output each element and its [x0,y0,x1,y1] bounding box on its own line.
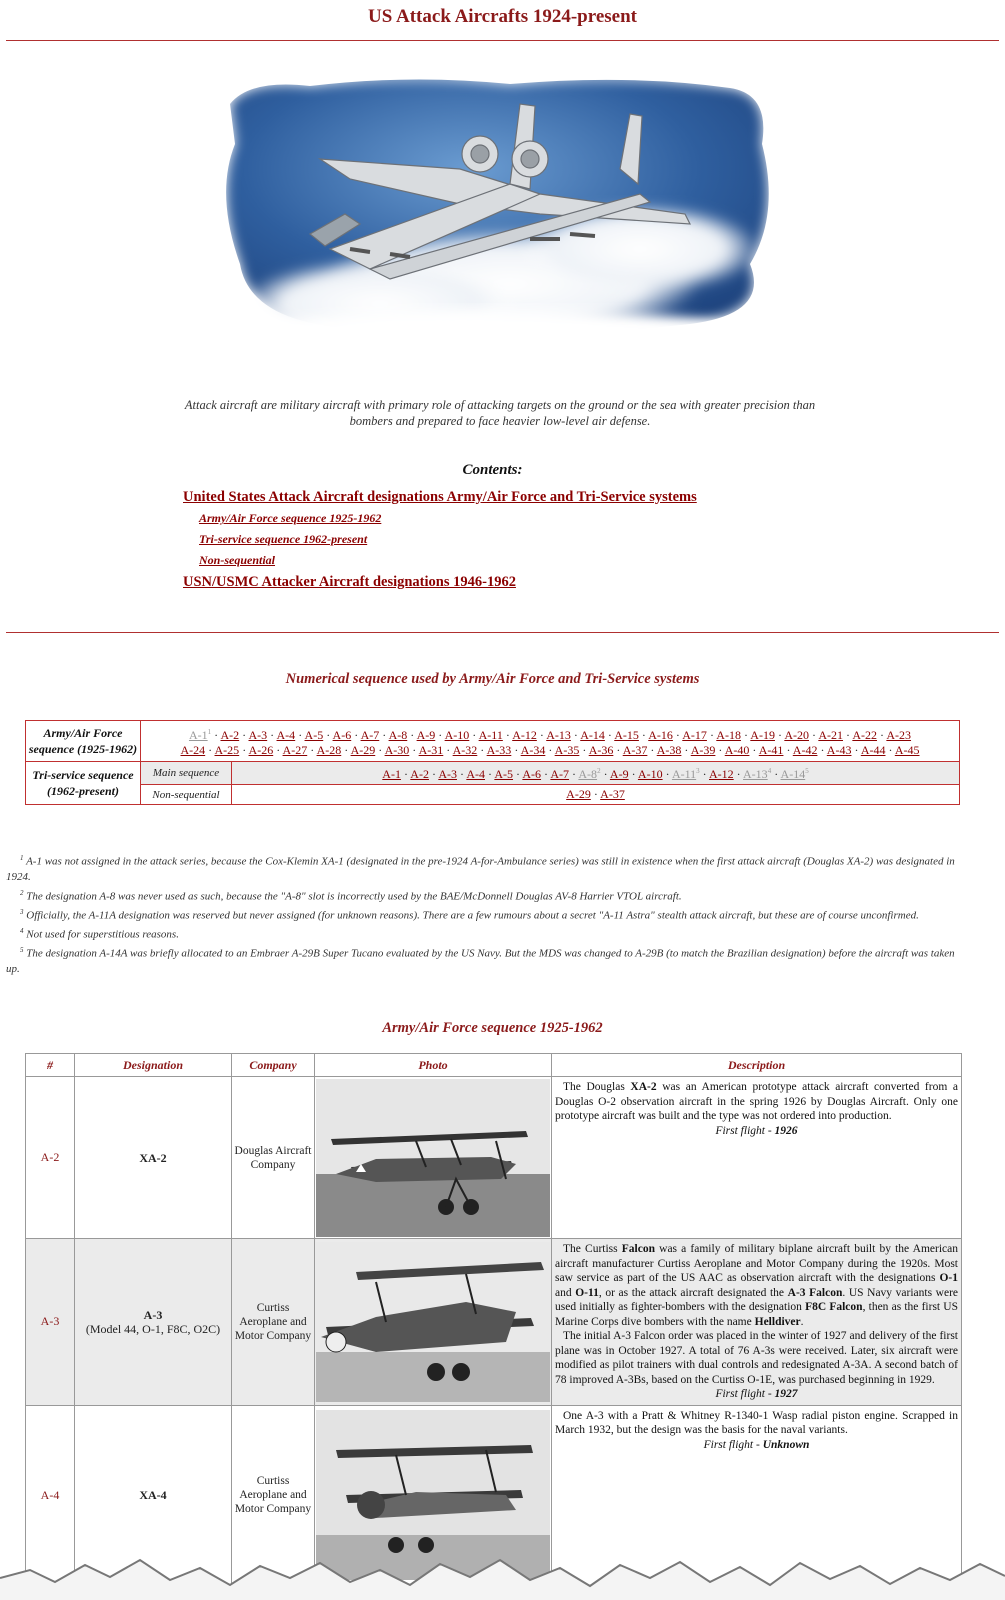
sequence-link[interactable]: A-1 [188,727,208,742]
intro-text: Attack aircraft are military aircraft with primary role of attacking targets on the ground or the sea with greater precision than bombers and prepared to face heavier low-level air defense. [184,398,816,428]
col-header: Designation [75,1054,232,1077]
footnote-ref: 2 [597,767,601,775]
row-number: A-2 [26,1077,75,1239]
toc-link-non-sequential[interactable]: Non-sequential [199,553,276,567]
toc-link-tri-service[interactable]: Tri-service sequence 1962-present [199,532,368,546]
sequence-link[interactable]: A-40 [724,742,750,757]
sequence-link[interactable]: A-5 [304,727,324,742]
sequence-link[interactable]: A-6 [332,727,352,742]
sequence-link[interactable]: A-8 [388,727,408,742]
torn-edge-decoration [0,1530,1005,1600]
toc-link-usn-usmc[interactable]: USN/USMC Attacker Aircraft designations 1946-1962 [183,574,516,590]
sequence-link[interactable]: A-6 [522,767,542,781]
designation: XA-2 [75,1077,232,1239]
sequence-link[interactable]: A-9 [416,727,436,742]
contents-heading: Contents: [462,462,523,478]
sequence-link[interactable]: A-23 [886,727,912,742]
footnote: $^1$ A-1 was not assigned in the attack series, because the Cox-Klemin XA-1 (designated in the pre-1924 A-for-Ambulance series) was still in existence when the first attack aircraft (Douglas XA-2) was designated in 1924. [6,854,955,884]
sequence-link[interactable]: A-39 [690,742,716,757]
col-header: # [26,1054,75,1077]
company: Curtiss Aeroplane and Motor Company [232,1239,315,1406]
footnote-ref: 3 [696,767,700,775]
aircraft-photo [315,1077,552,1239]
sequence-link[interactable]: A-37 [622,742,648,757]
sequence-link[interactable]: A-20 [784,727,809,742]
sequence-link[interactable]: A-8 [578,767,598,781]
sequence-link[interactable]: A-7 [360,727,380,742]
sequence-link[interactable]: A-21 [818,727,843,742]
sequence-link[interactable]: A-18 [716,727,741,742]
sequence-link[interactable]: A-41 [758,742,784,757]
divider [6,632,999,633]
army-section-heading: Army/Air Force sequence 1925-1962 [382,1020,603,1036]
sequence-link[interactable]: A-11 [478,727,503,742]
numerical-heading: Numerical sequence used by Army/Air Force and Tri-Service systems [285,671,700,687]
sequence-link[interactable]: A-15 [614,727,639,742]
army-sequence-list: $A-1^1 \cdot A-2 \cdot A-3 \cdot A-4 \cdot A-5 \cdot A-6 \cdot A-7 \cdot A-8 \cdot A-9 \cdot A-10 \cdot A-11 \cdot A-12 \cdot A-13 \cdot A-14 \cdot A-15 \cdot A-16 \cdot A-17 \cdot A-18 \cdot A-19 \cdot A-20 \cdot A-21 \cdot A-22 \cdot A-23$ A-24 · A-25 · A-26 · A-27 · A-28 · A-29 · A-30 · A-31 · A-32 · A-33 · A-34 · A-35 · A-36 · A-37 · A-38 · A-39 · A-40 · A-41 · A-42 · A-43 · A-44 · A-45 [141,721,960,762]
sequence-link[interactable]: A-30 [384,742,410,757]
sequence-link[interactable]: A-1 [382,767,401,781]
col-header: Company [232,1054,315,1077]
sequence-link[interactable]: A-14 [580,727,605,742]
sequence-link[interactable]: A-10 [637,767,663,781]
table-row [26,1239,962,1406]
sequence-link[interactable]: A-11 [671,767,697,781]
tri-main-list: $A-1 \cdot A-2 \cdot A-3 \cdot A-4 \cdot A-5 \cdot A-6 \cdot A-7 \cdot A-8^2 \cdot A-9 \cdot A-10 \cdot A-11^3 \cdot A-12 \cdot A-13^4 \cdot A-14^5$ [232,762,960,785]
footnote: $^2$ The designation A-8 was never used as such, because the "A-8" slot is incorrectly used by the BAE/McDonnell Douglas AV-8 Harrier VTOL aircraft. [20,888,682,903]
description: The Douglas XA-2 was an American prototype attack aircraft converted from a Douglas O-2 observation aircraft in the spring 1926 by Douglas Aircraft. Only one prototype aircraft was built and the type was not ordered into production. First flight - 1926 [552,1077,962,1239]
company: Curtiss Aeroplane and Motor Company [232,1405,315,1585]
sequence-link[interactable]: A-26 [248,742,274,757]
footnote-ref: 5 [805,767,809,775]
sequence-link[interactable]: A-42 [792,742,818,757]
sequence-link[interactable]: A-22 [852,727,878,742]
aircraft-table [25,1053,962,1586]
sequence-link[interactable]: A-3 [438,767,457,781]
row-number: A-3 [26,1239,75,1406]
sequence-link[interactable]: A-2 [220,727,240,742]
sequence-link[interactable]: A-4 [466,767,485,781]
sequence-link[interactable]: A-5 [494,767,514,781]
divider [6,40,999,41]
tri-header: Tri-service sequence (1962-present) [26,762,141,805]
footnotes [6,851,971,978]
row-number: A-4 [26,1405,75,1585]
designation: A-3 (Model 44, O-1, F8C, O2C) [75,1239,232,1406]
page-title: US Attack Aircrafts 1924-present [368,6,637,27]
table-of-contents [183,488,697,595]
sequence-link[interactable]: A-32 [452,742,478,757]
sequence-link[interactable]: A-25 [214,742,240,757]
sequence-link[interactable]: A-38 [656,742,682,757]
sequence-link[interactable]: A-4 [276,727,296,742]
sequence-link[interactable]: A-29 [350,742,376,757]
sequence-link[interactable]: A-31 [418,742,444,757]
sequence-link[interactable]: A-13 [743,767,768,781]
main-sequence-label: Main sequence [141,762,232,785]
designation: XA-4 [75,1405,232,1585]
sequence-link[interactable]: A-7 [550,767,570,781]
sequence-link[interactable]: A-13 [546,727,571,742]
footnote: $^3$ Officially, the A-11A designation was reserved but never assigned (for unknown reasons). There are a few rumours about a secret "A-11 Astra" stealth attack aircraft, but these are of course unconfirmed. [20,907,919,922]
sequence-link[interactable]: A-3 [248,727,268,742]
company: Douglas Aircraft Company [232,1077,315,1239]
toc-link-designations[interactable]: United States Attack Aircraft designations Army/Air Force and Tri-Service systems [183,489,697,505]
hero-aircraft-image [210,74,790,374]
sequence-link[interactable]: A-34 [520,742,546,757]
toc-link-army-sequence[interactable]: Army/Air Force sequence 1925-1962 [199,511,382,525]
sequence-link[interactable]: A-36 [588,742,614,757]
sequence-link[interactable]: A-44 [860,742,886,757]
description: The Curtiss Falcon was a family of military biplane aircraft built by the American aircraft manufacturer Curtiss Aeroplane and Motor Company during the 1920s. Most saw service as part of the US AAC as observation aircraft with the designations O-1 and O-11, or as the attack aircraft designated the A-3 Falcon. US Navy variants were used initially as fighter-bombers with the designation F8C Falcon, then as the first US Marine Corps dive bombers with the name Helldiver. The initial A-3 Falcon order was placed in the winter of 1927 and delivery of the first plane was in October 1927. A total of 76 A-3s were received. Later, six aircraft were modified as pilot trainers with dual controls and redesignated A-3A. A second batch of 78 improved A-3Bs, based on the Curtiss O-1E, was purchased beginning in 1929. First flight - 1927 [552,1239,962,1406]
army-header: Army/Air Force sequence (1925-1962) [26,721,141,762]
footnote-ref: 4 [767,767,772,775]
col-header: Photo [315,1054,552,1077]
sequence-link[interactable]: A-9 [609,767,629,781]
sequence-link[interactable]: A-12 [512,727,537,742]
non-sequential-label: Non-sequential [141,785,232,805]
sequence-link[interactable]: A-10 [444,727,470,742]
sequence-link[interactable]: A-37 [600,787,625,801]
sequence-link[interactable]: A-19 [750,727,775,742]
sequence-link[interactable]: A-27 [282,742,308,757]
footnote: $^4$ Not used for superstitious reasons. [20,926,179,941]
tri-nonseq-list: A-29 · A-37 [232,785,960,805]
description: One A-3 with a Pratt & Whitney R-1340-1 Wasp radial piston engine. Scrapped in March 1932, but the design was the basis for the naval variants. First flight - Unknown [552,1405,962,1585]
sequence-link[interactable]: A-45 [894,742,920,757]
sequence-link[interactable]: A-28 [316,742,342,757]
sequence-link[interactable]: A-43 [826,742,852,757]
col-header: Description [552,1054,962,1077]
sequence-link[interactable]: A-14 [780,767,806,781]
sequence-link[interactable]: A-2 [410,767,429,781]
aircraft-photo [315,1239,552,1406]
sequence-link[interactable]: A-33 [486,742,512,757]
sequence-link[interactable]: A-17 [682,727,707,742]
sequence-link[interactable]: A-16 [648,727,673,742]
sequence-link[interactable]: A-12 [709,767,734,781]
table-row [26,1077,962,1239]
numerical-sequence-table [25,720,960,805]
footnote: $^5$ The designation A-14A was briefly allocated to an Embraer A-29B Super Tucano evaluated by the US Navy. But the MDS was changed to A-29B (to match the Brazilian designation) before the aircraft was taken up. [6,946,955,976]
sequence-link[interactable]: A-24 [180,742,206,757]
sequence-link[interactable]: A-35 [554,742,580,757]
sequence-link[interactable]: A-29 [566,787,591,801]
footnote-ref: 1 [207,727,212,736]
